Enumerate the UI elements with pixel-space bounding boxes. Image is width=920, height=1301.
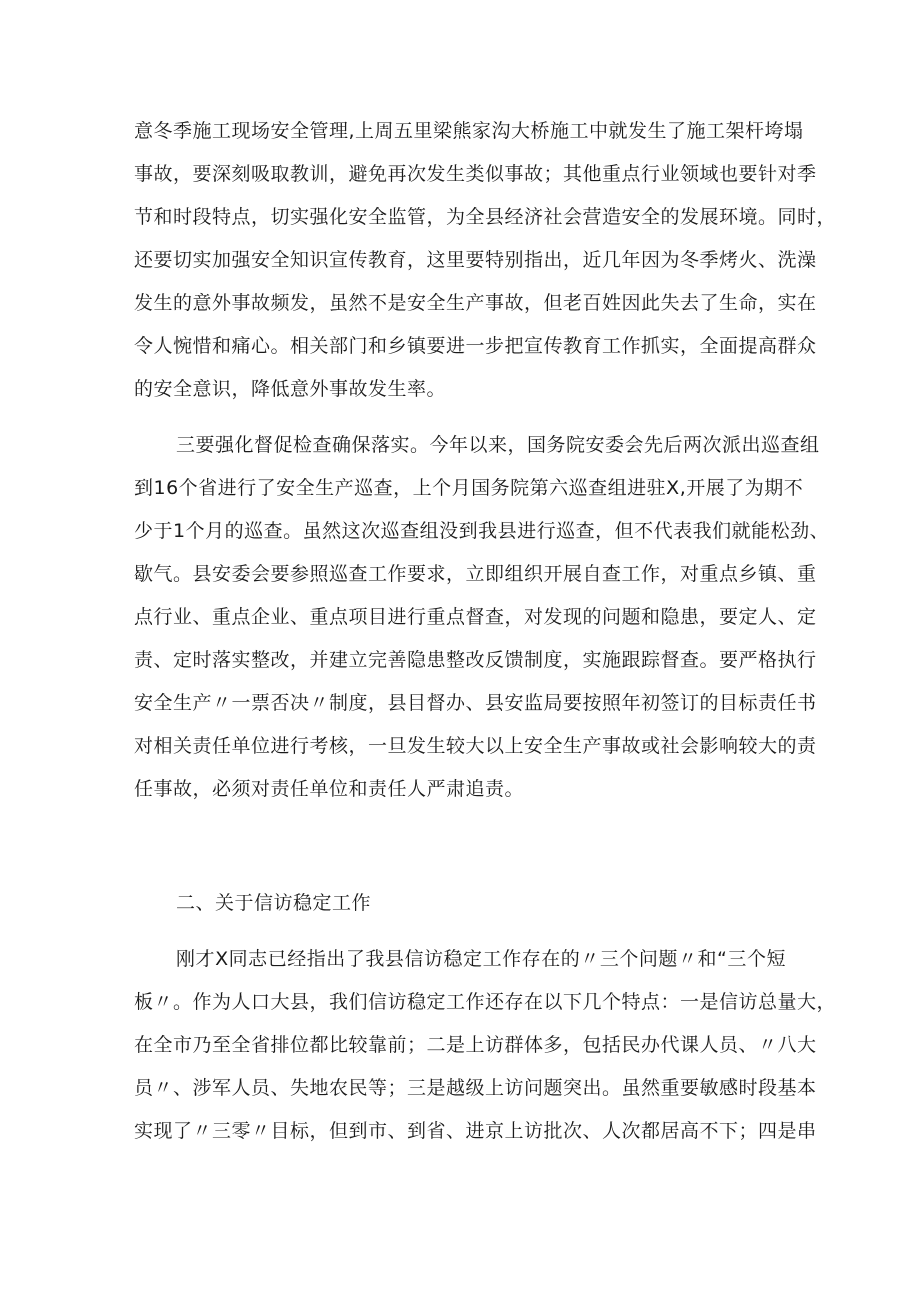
text-line: 员〃、涉军人员、失地农民等；三是越级上访问题突出。虽然重要敏感时段基本	[134, 1077, 817, 1099]
section-heading: 二、关于信访稳定工作	[176, 892, 372, 914]
text-line: 少于1个月的巡查。虽然这次巡查组没到我县进行巡查，但不代表我们就能松劲、	[134, 520, 830, 542]
paragraph-first-line: 刚才X同志已经指出了我县信访稳定工作存在的〃三个问题〃和“三个短	[176, 948, 786, 970]
text-line: 板〃。作为人口大县，我们信访稳定工作还存在以下几个特点：一是信访总量大，	[134, 991, 837, 1013]
text-line: 的安全意识，降低意外事故发生率。	[134, 378, 447, 400]
text-line: 实现了〃三零〃目标，但到市、到省、进京上访批次、人次都居高不下；四是串	[134, 1120, 817, 1142]
text-line: 点行业、重点企业、重点项目进行重点督查，对发现的问题和隐患，要定人、定	[134, 606, 817, 628]
text-line: 还要切实加强安全知识宣传教育，这里要特别指出，近几年因为冬季烤火、洗澡	[134, 249, 817, 271]
text-line: 对相关责任单位进行考核，一旦发生较大以上安全生产事故或社会影响较大的责	[134, 735, 817, 757]
text-line: 歇气。县安委会要参照巡查工作要求，立即组织开展自查工作，对重点乡镇、重	[134, 563, 817, 585]
text-line: 责、定时落实整改，并建立完善隐患整改反馈制度，实施跟踪督查。要严格执行	[134, 649, 817, 671]
text-line: 事故，要深刻吸取教训，避免再次发生类似事故；其他重点行业领域也要针对季	[134, 163, 817, 185]
text-line: 节和时段特点，切实强化安全监管，为全县经济社会营造安全的发展环境。同时，	[134, 206, 837, 228]
text-line: 令人惋惜和痛心。相关部门和乡镇要进一步把宣传教育工作抓实，全面提高群众	[134, 335, 817, 357]
text-line: 任事故，必须对责任单位和责任人严肃追责。	[134, 778, 525, 800]
text-line: 安全生产〃一票否决〃制度，县目督办、县安监局要按照年初签订的目标责任书	[134, 692, 817, 714]
text-line: 意冬季施工现场安全管理,上周五里梁熊家沟大桥施工中就发生了施工架杆垮塌	[134, 120, 804, 142]
text-line: 发生的意外事故频发，虽然不是安全生产事故，但老百姓因此失去了生命，实在	[134, 292, 817, 314]
text-line: 到16个省进行了安全生产巡查，上个月国务院第六巡查组进驻X,开展了为期不	[134, 477, 804, 499]
text-line: 在全市乃至全省排位都比较靠前；二是上访群体多，包括民办代课人员、〃八大	[134, 1034, 817, 1056]
paragraph-first-line: 三要强化督促检查确保落实。今年以来，国务院安委会先后两次派出巡查组	[176, 434, 820, 456]
